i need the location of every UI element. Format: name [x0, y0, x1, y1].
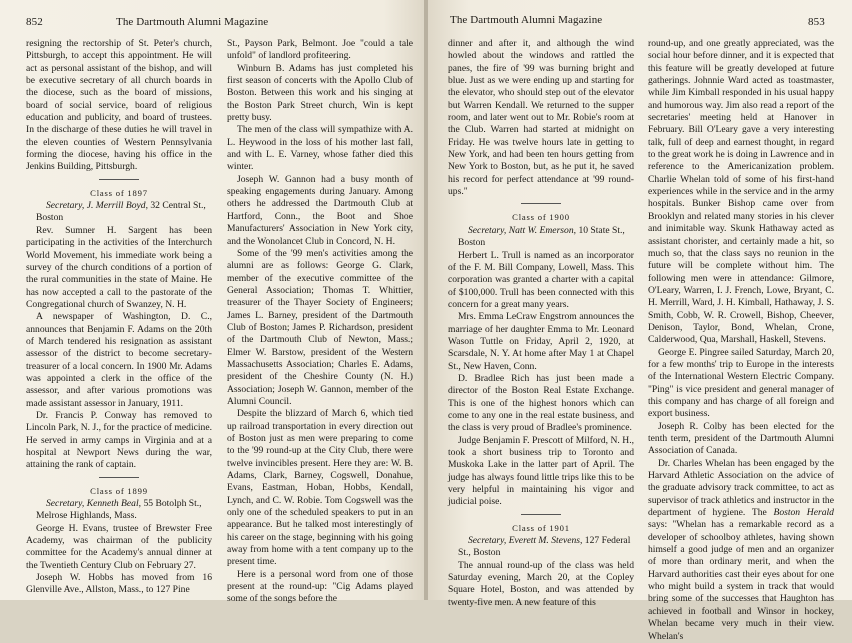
page-number: 853: [808, 16, 825, 28]
right-page: [426, 0, 852, 642]
class-heading: Class of 1900: [512, 212, 570, 223]
right-column-2: [648, 38, 834, 643]
paragraph: Rev. Sumner H. Sargent has been participating in the activities of the Interchurch World Movement, his immediate work being a survey of the church conditions of a portion of the rural communities in the state of Maine. He has now accepted a call to the pastorate of the Congregational church of Swanzey, N. H.: [26, 224, 212, 310]
paragraph: St., Payson Park, Belmont. Joe "could a tale unfold" of landlord profiteering.: [227, 38, 413, 62]
secretary-line: Secretary, Everett M. Stevens, 127 Federal St., Boston: [458, 535, 631, 559]
class-heading: Class of 1899: [90, 485, 148, 496]
paragraph: Dr. Charles Whelan has been engaged by the Harvard Athletic Association on the advice of the graduate advisory track committee, to act as supervisor of track athletics and instructor in the department of hygiene. The Boston Herald says: "Whelan has a remarkable record as a developer of schoolboy athletes, having shown himself a good judge of men and an organizer of more than ordinary merit, and when the Harvard authorities cast their eyes about for one who might build a system in track that would bring some of the successes that Haughton has achieved in football and Winsor in hockey, Whelan became very much in their view. Whelan's: [648, 457, 834, 642]
paragraph: resigning the rectorship of St. Peter's church, Pittsburgh, to accept this appointment. He will act as personal assistant of the bishop, and will be executive secretary of all church boards in the diocese, such as the board of missions, board of social service, board of religious education and publicity, and board of trustees. In the discharge of these duties he will travel in the eleven counties of Western Pennsylvania forming the diocese, having his office in the Jenkins Building, Pittsburgh.: [26, 38, 212, 173]
paragraph: A newspaper of Washington, D. C., announces that Benjamin F. Adams on the 20th of March tendered his resignation as assistant assessor of the district to become secretary-treasurer of a local concern. In 1900 Mr. Adams was appointed a clerk in the office of the assessor, and after various promotions was made assistant assessor in January, 1911.: [26, 311, 212, 409]
left-column-1: [26, 38, 212, 597]
book-gutter: [424, 0, 428, 600]
secretary-line: Secretary, Natt W. Emerson, 10 State St., Boston: [458, 224, 625, 249]
paragraph: Herbert L. Trull is named as an incorporator of the F. M. Bill Company, Lowell, Mass. This corporation was granted a charter with a capital of $100,000. Trull has been connected with this concern for a great many years.: [448, 249, 634, 310]
divider: [99, 179, 139, 180]
paragraph: Dr. Francis P. Conway has removed to Lincoln Park, N. J., for the practice of medicine. He served in army camps in Virginia and at a hospital at Newport News during the war, attaining the rank of captain.: [26, 409, 212, 471]
paragraph: round-up, and one greatly appreciated, was the social hour before dinner, and it is expected that this feature will be greatly developed at future gatherings. Johnnie Ward acted as toastmaster, while Jim Kimball responded in his usual happy and humorous way. Jim also read a report of the secretaries' meeting held at Hanover in February. Bill O'Leary gave a very interesting talk, full of deep and earnest thought, in regard to the great work he is doing in Lawrence and in reference to the Americanization problem. Charlie Whelan told of some of his first-hand experiences while in the service and in the army hospitals. Bunker Bishop came over from Brooklyn and related many stories in his clever and inimitable way. Skunk Hathaway acted as assistant chorister, and certainly made a hit, so much so, that the class says no reunion in the future will be complete without him. The following men were in attendance: Gilmore, O'Leary, Warren, I. J. French, Lowe, Bryant, C. H. Merrill, Ward, J. H. Kimball, Hathaway, J. S. Smith, Cobb, W. R. Crowell, Bishop, Cheever, Denison, Taylor, Bond, Whelan, Crone, Calderwood, Qua, Marshall, Haskell, Stevens.: [648, 38, 834, 346]
newspaper-name: Boston Herald: [773, 507, 834, 519]
paragraph: Here is a personal word from one of those present at the round-up: "Cig Adams played some of the songs before the: [227, 568, 413, 605]
paragraph: Mrs. Emma LeCraw Engstrom announces the marriage of her daughter Emma to Mr. Leonard Wason Tuttle on Friday, April 2, 1920, at Scarsdale, N. Y. At home after May 1 at Chapel St., New Haven, Conn.: [448, 311, 634, 372]
paragraph: Joseph W. Hobbs has moved from 16 Glenville Ave., Allston, Mass., to 127 Pine: [26, 572, 212, 596]
secretary-line: Secretary, J. Merrill Boyd, 32 Central St., Boston: [36, 200, 206, 224]
paragraph: George E. Pingree sailed Saturday, March 20, for a few months' trip to Europe in the interests of the International Western Electric Company. "Ping" is vice president and general manager of this company and has charge of all foreign and export business.: [648, 346, 834, 420]
class-heading: Class of 1897: [90, 187, 148, 198]
running-title: The Dartmouth Alumni Magazine: [116, 16, 269, 28]
paragraph: Judge Benjamin F. Prescott of Milford, N. H., took a short business trip to Toronto and Muskoka Lake in the latter part of April. The judge has always found little trips like this to be very helpful in maintaining his vigor and judicial poise.: [448, 434, 634, 508]
left-page: [0, 0, 426, 605]
running-title: The Dartmouth Alumni Magazine: [450, 14, 603, 26]
left-column-2: [227, 38, 413, 606]
right-column-1: [448, 38, 634, 609]
paragraph: dinner and after it, and although the wind howled about the windows and rattled the panes, the fire of '99 was burning bright and blue. Just as we were ending up and starting for the elevator, who should step out of the elevator but Warren Kendall. We returned to the supper room, and later went out to Mr. Robie's room at the Club. Warren had started at midnight on Friday. He was twelve hours late in getting to New York, and had been ten hours getting from New York to Boston, but, as he put it, he saved his record for perfect attendance at '99 round-ups.": [448, 38, 634, 198]
paragraph: Some of the '99 men's activities among the alumni are as follows: George G. Clark, member of the executive committee of the General Association; Thomas T. Whittier, treasurer of the Thayer Society of Engineers; James L. Barney, president of the Dartmouth Club of Boston; James P. Richardson, president of the Dartmouth Club of Newton, Mass.; Elmer W. Barstow, president of the Western Massachusetts Association; Charles E. Adams, president of the Cheshire County (N. H.) Association; Joseph W. Gannon, member of the Alumni Council.: [227, 247, 413, 407]
divider: [99, 477, 139, 478]
paragraph: The annual round-up of the class was held Saturday evening, March 20, at the Copley Square Hotel, Boston, and was attended by twenty-five men. A new feature of this: [448, 559, 634, 608]
page-number: 852: [26, 16, 43, 28]
divider: [521, 514, 561, 515]
paragraph: George H. Evans, trustee of Brewster Free Academy, was chairman of the publicity committee for the Academy's annual dinner at the Twentieth Century Club on February 27.: [26, 522, 212, 571]
paragraph: The men of the class will sympathize with A. L. Heywood in the loss of his mother last fall, and with L. E. Varney, whose father died this winter.: [227, 124, 413, 173]
paragraph: Joseph R. Colby has been elected for the tenth term, president of the Dartmouth Alumni Association of Canada.: [648, 420, 834, 457]
divider: [521, 203, 561, 204]
paragraph: D. Bradlee Rich has just been made a director of the Boston Real Estate Exchange. This is one of the highest honors which can come to any one in the real estate business, and the class is very proud of Bradlee's prominence.: [448, 372, 634, 434]
paragraph: Winburn B. Adams has just completed his first season of concerts with the Apollo Club of Boston. Between this work and his singing at the Boston Park Street church, Win is kept pretty busy.: [227, 62, 413, 124]
paragraph: Despite the blizzard of March 6, which tied up railroad transportation in every direction out of Boston just as men were preparing to come to the '99 round-up at the City Club, there were twelve invincibles present. Here they are: W. B. Adams, Clark, Barney, Cogswell, Donahue, Evans, Eastman, Hoban, Hobbs, Kendall, Lynch, and C. W. Robie. Tom Cogswell was the only one of the scheduled speakers to put in an appearance. But he talked most interestingly of his career on the stage, beginning with his going away from home with a tent company up to the present time.: [227, 408, 413, 568]
secretary-line: Secretary, Kenneth Beal, 55 Botolph St., Melrose Highlands, Mass.: [36, 498, 202, 522]
paragraph: Joseph W. Gannon had a busy month of speaking engagements during January. Among others he addressed the Dartmouth Club at Hartford, Conn., the Boot and Shoe Manufacturers' Association in New York city, and the Wonolancet Club in Concord, N. H.: [227, 173, 413, 247]
class-heading: Class of 1901: [512, 522, 570, 533]
